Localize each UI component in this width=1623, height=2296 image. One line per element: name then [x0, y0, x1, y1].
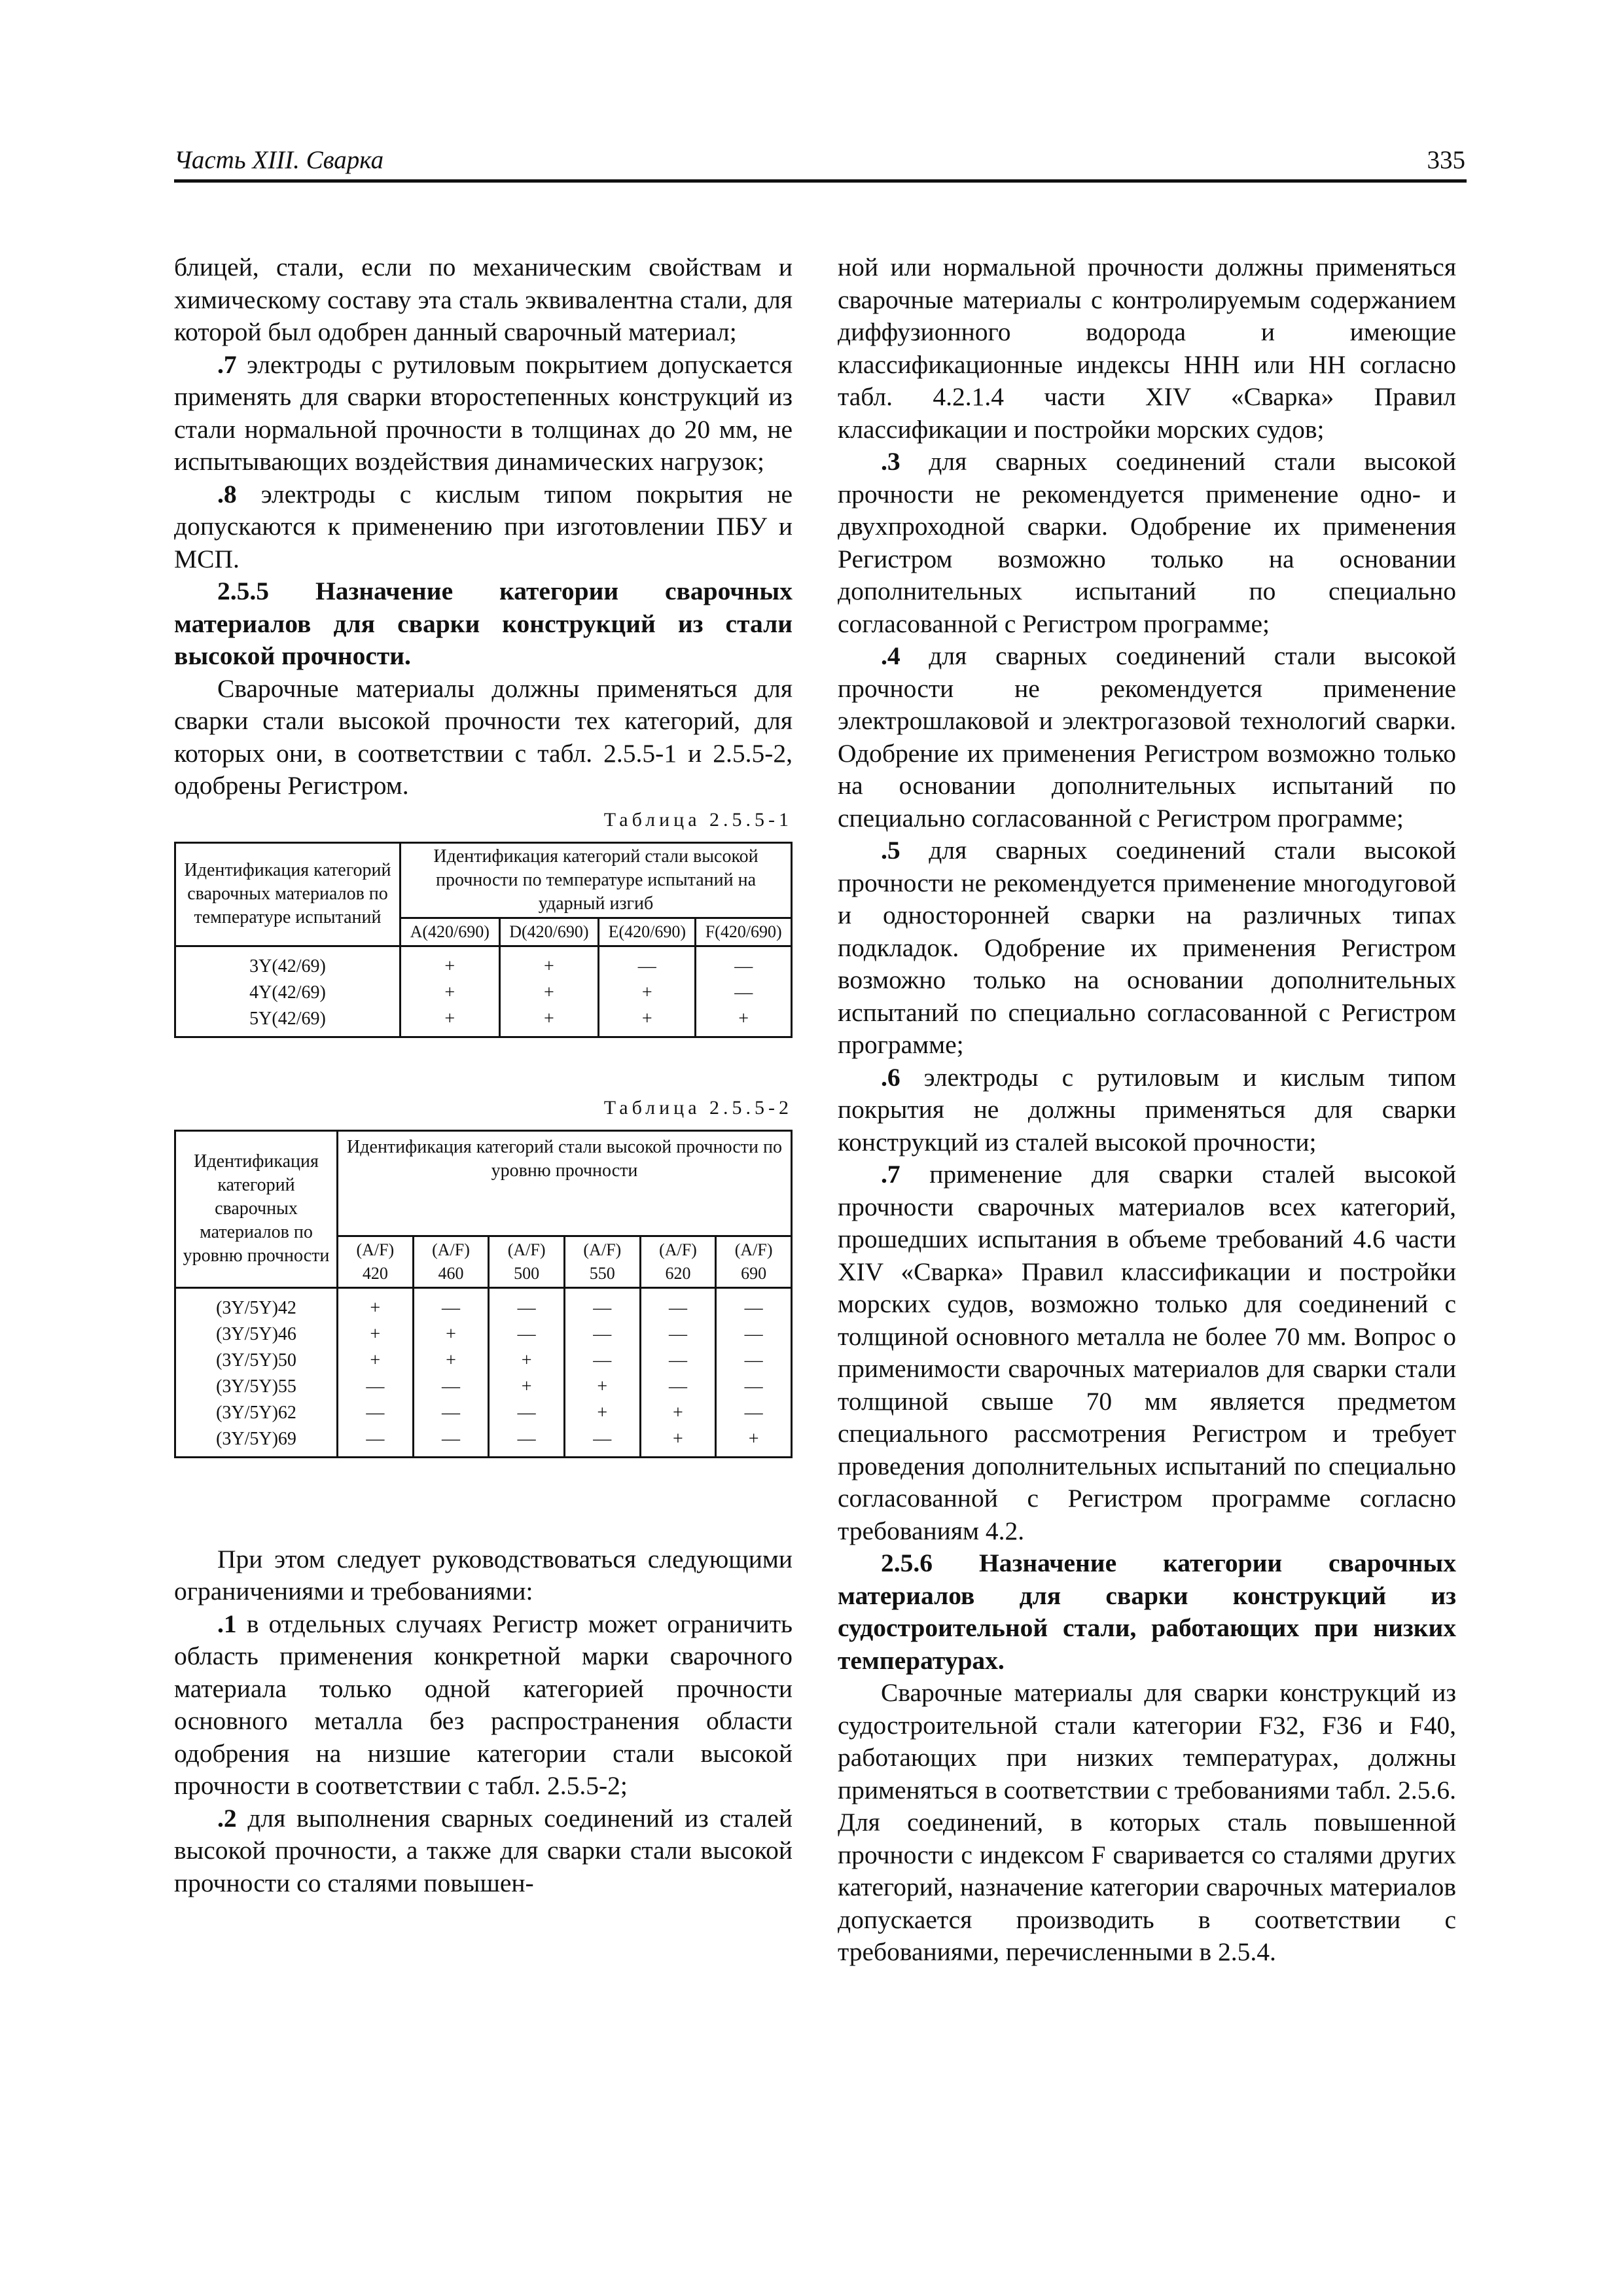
paragraph-text: электроды с кислым типом покрытия не допускаются к применению при изготовлении ПБУ и МСП. — [174, 479, 793, 573]
cell: — — [564, 1348, 640, 1374]
cell: + — [640, 1426, 716, 1458]
cell: + — [499, 946, 599, 980]
cell: + — [599, 980, 696, 1006]
table-col-header: D(420/690) — [499, 918, 599, 946]
cell: + — [564, 1374, 640, 1400]
table-row — [175, 1374, 792, 1400]
item-number: .8 — [217, 479, 237, 509]
paragraph-text: для сварных соединений стали высокой прочности не рекомендуется применение одно- и двухпроходной сварки. Одобрение их применения Регистром возможно только на основании дополнительных испытаний по специально согласованной с Регистром программе; — [838, 447, 1456, 638]
row-label: (3Y/5Y)46 — [175, 1321, 338, 1348]
cell: — — [489, 1287, 565, 1321]
cell: — — [716, 1287, 792, 1321]
table-col-header: E(420/690) — [599, 918, 696, 946]
paragraph — [174, 349, 793, 478]
table-col-header: A(420/690) — [401, 918, 500, 946]
cell: — — [564, 1426, 640, 1458]
col-top: (A/F) — [356, 1240, 395, 1259]
paragraph — [174, 1803, 793, 1900]
table-2-5-5-2 — [174, 1130, 793, 1458]
paragraph-text: для сварных соединений стали высокой прочности не рекомендуется применение многодуговой и односторонней сварки на различных типах подкладок. Одобрение их применения Регистром возможно только на основании дополнительных испытаний по специально согласованной с Регистром программе; — [838, 836, 1456, 1059]
cell: — — [413, 1374, 489, 1400]
cell: — — [696, 980, 792, 1006]
cell: — — [413, 1400, 489, 1426]
cell: + — [338, 1348, 414, 1374]
table-head-left: Идентификация категорий сварочных материалов по уровню прочности — [175, 1130, 338, 1287]
cell: — — [564, 1287, 640, 1321]
cell: — — [696, 946, 792, 980]
cell: — — [716, 1400, 792, 1426]
table-col-header: F(420/690) — [696, 918, 792, 946]
cell: — — [640, 1287, 716, 1321]
row-label: (3Y/5Y)42 — [175, 1287, 338, 1321]
paragraph — [838, 640, 1456, 834]
cell: + — [564, 1400, 640, 1426]
cell: — — [716, 1374, 792, 1400]
paragraph: Сварочные материалы должны применяться для сварки стали высокой прочности тех категорий, для которых они, в соответствии с табл. 2.5.5-1 и 2.5.5-2, одобрены Регистром. — [174, 673, 793, 800]
cell: — — [413, 1426, 489, 1458]
paragraph-text: электроды с рутиловым покрытием допускается применять для сварки второстепенных конструкций из стали нормальной прочности в толщинах до 20 мм, не испытывающих воздействия динамических нагрузок; — [174, 350, 793, 476]
cell: — — [640, 1348, 716, 1374]
table-row — [175, 1287, 792, 1321]
cell: — — [489, 1321, 565, 1348]
cell: — — [489, 1400, 565, 1426]
table-col-header — [338, 1236, 414, 1287]
cell: + — [489, 1374, 565, 1400]
cell: + — [338, 1287, 414, 1321]
table-col-header — [564, 1236, 640, 1287]
page-number: 335 — [1427, 146, 1465, 174]
col-top: (A/F) — [432, 1240, 470, 1259]
cell: + — [338, 1321, 414, 1348]
row-label: (3Y/5Y)55 — [175, 1374, 338, 1400]
cell: — — [489, 1426, 565, 1458]
table-caption: Таблица 2.5.5-1 — [603, 808, 793, 831]
table-2-5-5-1 — [174, 842, 793, 1038]
col-bottom: 690 — [741, 1263, 767, 1283]
col-bottom: 500 — [514, 1263, 540, 1283]
cell: — — [338, 1426, 414, 1458]
paragraph: Сварочные материалы для сварки конструкций из судостроительной стали категории F32, F36 и F40, работающих при низких температурах, должны применяться в соответствии с требованиями табл. 2.5.6. Для соединений, в которых сталь повышенной прочности с индексом F сваривается со сталями других категорий, назначение категории сварочных материалов допускается производить в соответствии с требованиями, перечисленными в 2.5.4. — [838, 1678, 1456, 1966]
row-label: 3Y(42/69) — [175, 946, 401, 980]
section-heading — [174, 575, 793, 673]
table-col-header — [640, 1236, 716, 1287]
table-head-group: Идентификация категорий стали высокой прочности по температуре испытаний на ударный изгиб — [401, 842, 792, 918]
cell: — — [716, 1348, 792, 1374]
table-col-header — [413, 1236, 489, 1287]
item-number: .7 — [217, 350, 237, 379]
cell: + — [401, 1006, 500, 1037]
section-heading-text: 2.5.6 Назначение категории сварочных материалов для сварки конструкций из судостроительной стали, работающих при низких температурах. — [838, 1549, 1456, 1675]
row-label: (3Y/5Y)62 — [175, 1400, 338, 1426]
item-number: .2 — [217, 1803, 237, 1833]
cell: — — [640, 1321, 716, 1348]
col-bottom: 460 — [438, 1263, 464, 1283]
cell: + — [401, 980, 500, 1006]
cell: — — [716, 1321, 792, 1348]
paragraph — [838, 1062, 1456, 1159]
cell: + — [413, 1348, 489, 1374]
cell: — — [564, 1321, 640, 1348]
cell: + — [499, 980, 599, 1006]
paragraph: ной или нормальной прочности должны применяться сварочные материалы с контролируемым содержанием диффузионного водорода и имеющие классификационные индексы ННН или НН согласно табл. 4.2.1.4 части XIV «Сварка» Правил классификации и постройки морских судов; — [838, 253, 1456, 444]
paragraph — [838, 446, 1456, 640]
running-title: Часть XIII. Сварка — [174, 146, 384, 174]
cell: + — [599, 1006, 696, 1037]
cell: + — [499, 1006, 599, 1037]
table-row — [175, 1321, 792, 1348]
cell: + — [401, 946, 500, 980]
table-row — [175, 980, 792, 1006]
item-number: .4 — [881, 641, 901, 670]
table-row — [175, 946, 792, 980]
col-bottom: 620 — [665, 1263, 691, 1283]
table-row — [175, 1426, 792, 1458]
col-top: (A/F) — [507, 1240, 546, 1259]
cell: — — [640, 1374, 716, 1400]
right-column — [838, 251, 1456, 1969]
cell: — — [599, 946, 696, 980]
col-bottom: 550 — [589, 1263, 615, 1283]
paragraph-text: в отдельных случаях Регистр может ограничить область применения конкретной марки сварочного материала только одной категорией прочности основного металла без распространения области одобрения на низшие категории стали высокой прочности в соответствии с табл. 2.5.5-2; — [174, 1609, 793, 1800]
paragraph-text: для выполнения сварных соединений из сталей высокой прочности, а также для сварки стали высокой прочности со сталями повышен- — [174, 1803, 793, 1897]
paragraph-text: электроды с рутиловым и кислым типом покрытия не должны применяться для сварки конструкций из сталей высокой прочности; — [838, 1062, 1456, 1157]
item-number: .3 — [881, 447, 901, 476]
item-number: .5 — [881, 836, 901, 865]
paragraph: При этом следует руководствоваться следующими ограничениями и требованиями: — [174, 1544, 793, 1605]
cell: + — [716, 1426, 792, 1458]
left-column — [174, 251, 793, 1899]
table-col-header — [716, 1236, 792, 1287]
table-row — [175, 1348, 792, 1374]
table-row — [175, 1400, 792, 1426]
table-col-header — [489, 1236, 565, 1287]
paragraph — [838, 834, 1456, 1062]
row-label: 4Y(42/69) — [175, 980, 401, 1006]
table-head-group: Идентификация категорий стали высокой прочности по уровню прочности — [338, 1130, 792, 1236]
paragraph-text: для сварных соединений стали высокой прочности не рекомендуется применение электрошлаковой и электрогазовой технологий сварки. Одобрение их применения Регистром возможно только на основании дополнительных испытаний по специально согласованной с Регистром программе; — [838, 641, 1456, 833]
page-header — [174, 143, 1467, 183]
paragraph-text: применение для сварки сталей высокой прочности сварочных материалов всех категорий, прошедших испытания в объеме требований 4.6 части XIV «Сварка» Правил классификации и постройки морских судов, возможно только для соединений с толщиной основного металла не более 70 мм. Вопрос о применимости сварочных материалов для сварки стали толщиной свыше 70 мм является предметом специального рассмотрения Регистром и требует проведения дополнительных испытаний по специально согласованной с Регистром программе согласно требованиям 4.2. — [838, 1160, 1456, 1545]
section-heading-text: 2.5.5 Назначение категории сварочных материалов для сварки конструкций из стали высокой прочности. — [174, 577, 793, 670]
col-top: (A/F) — [659, 1240, 697, 1259]
paragraph — [838, 1158, 1456, 1547]
col-bottom: 420 — [362, 1263, 388, 1283]
item-number: .7 — [881, 1160, 901, 1189]
row-label: (3Y/5Y)50 — [175, 1348, 338, 1374]
col-top: (A/F) — [583, 1240, 622, 1259]
cell: — — [338, 1400, 414, 1426]
table-row — [175, 1006, 792, 1037]
cell: — — [413, 1287, 489, 1321]
paragraph — [174, 478, 793, 576]
item-number: .1 — [217, 1609, 237, 1638]
section-heading — [838, 1547, 1456, 1677]
table-head-left: Идентификация категорий сварочных материалов по температуре испытаний — [175, 842, 401, 946]
cell: + — [489, 1348, 565, 1374]
cell: + — [640, 1400, 716, 1426]
col-top: (A/F) — [734, 1240, 773, 1259]
cell: + — [696, 1006, 792, 1037]
row-label: 5Y(42/69) — [175, 1006, 401, 1037]
item-number: .6 — [881, 1062, 901, 1092]
paragraph: блицей, стали, если по механическим свойствам и химическому составу эта сталь эквивалентна стали, для которой был одобрен данный сварочный материал; — [174, 253, 793, 346]
cell: — — [338, 1374, 414, 1400]
cell: + — [413, 1321, 489, 1348]
table-caption: Таблица 2.5.5-2 — [603, 1096, 793, 1119]
row-label: (3Y/5Y)69 — [175, 1426, 338, 1458]
paragraph — [174, 1608, 793, 1803]
